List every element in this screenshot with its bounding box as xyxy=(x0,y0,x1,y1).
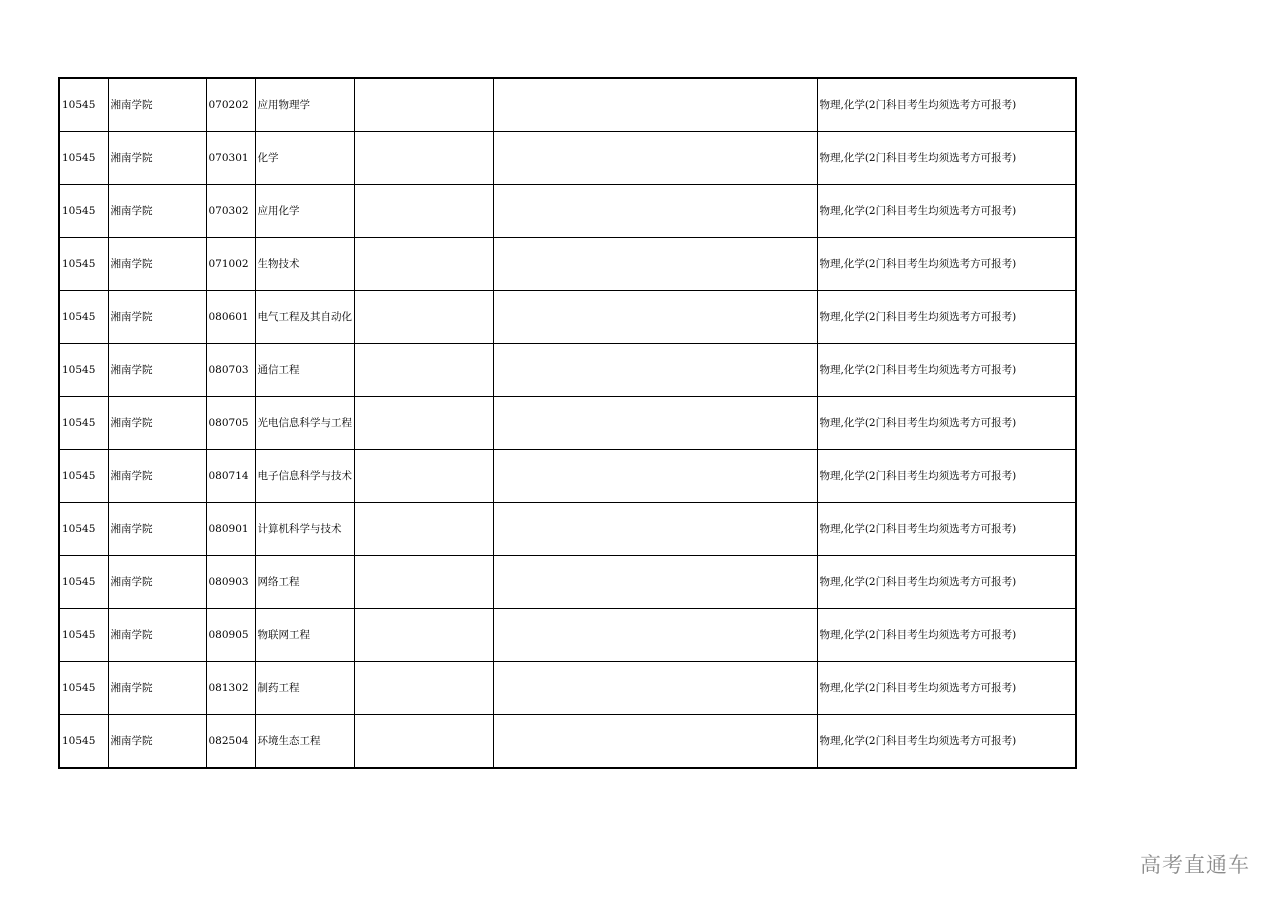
table-row xyxy=(59,715,1076,769)
major-name-cell: 生物技术 xyxy=(255,238,354,291)
blank-cell-2 xyxy=(493,344,817,397)
table-row xyxy=(59,238,1076,291)
school-name-cell: 湘南学院 xyxy=(108,238,206,291)
blank-cell-2 xyxy=(493,132,817,185)
subject-requirement-cell: 物理,化学(2门科目考生均须选考方可报考) xyxy=(817,503,1076,556)
school-name-cell: 湘南学院 xyxy=(108,78,206,132)
blank-cell-1 xyxy=(354,397,493,450)
blank-cell-1 xyxy=(354,450,493,503)
subject-requirement-cell: 物理,化学(2门科目考生均须选考方可报考) xyxy=(817,662,1076,715)
school-code-cell: 10545 xyxy=(59,132,108,185)
major-name-cell: 光电信息科学与工程 xyxy=(255,397,354,450)
school-name-cell: 湘南学院 xyxy=(108,715,206,769)
blank-cell-2 xyxy=(493,450,817,503)
subject-requirement-cell: 物理,化学(2门科目考生均须选考方可报考) xyxy=(817,609,1076,662)
table-row xyxy=(59,503,1076,556)
subject-requirement-cell: 物理,化学(2门科目考生均须选考方可报考) xyxy=(817,132,1076,185)
school-name-cell: 湘南学院 xyxy=(108,609,206,662)
admission-table-container xyxy=(58,77,1075,769)
subject-requirement-cell: 物理,化学(2门科目考生均须选考方可报考) xyxy=(817,450,1076,503)
school-name-cell: 湘南学院 xyxy=(108,132,206,185)
school-name-cell: 湘南学院 xyxy=(108,185,206,238)
watermark-text: 高考直通车 xyxy=(1140,853,1250,877)
major-name-cell: 网络工程 xyxy=(255,556,354,609)
school-code-cell: 10545 xyxy=(59,78,108,132)
school-code-cell: 10545 xyxy=(59,609,108,662)
table-row xyxy=(59,132,1076,185)
table-row xyxy=(59,344,1076,397)
major-name-cell: 电子信息科学与技术 xyxy=(255,450,354,503)
subject-requirement-cell: 物理,化学(2门科目考生均须选考方可报考) xyxy=(817,185,1076,238)
school-code-cell: 10545 xyxy=(59,503,108,556)
blank-cell-2 xyxy=(493,397,817,450)
major-code-cell: 080903 xyxy=(206,556,255,609)
blank-cell-1 xyxy=(354,185,493,238)
table-row xyxy=(59,78,1076,132)
blank-cell-2 xyxy=(493,662,817,715)
school-code-cell: 10545 xyxy=(59,556,108,609)
blank-cell-2 xyxy=(493,556,817,609)
blank-cell-2 xyxy=(493,238,817,291)
table-row xyxy=(59,185,1076,238)
blank-cell-2 xyxy=(493,291,817,344)
school-name-cell: 湘南学院 xyxy=(108,556,206,609)
blank-cell-1 xyxy=(354,291,493,344)
blank-cell-1 xyxy=(354,715,493,769)
subject-requirement-cell: 物理,化学(2门科目考生均须选考方可报考) xyxy=(817,397,1076,450)
major-code-cell: 080703 xyxy=(206,344,255,397)
major-code-cell: 070302 xyxy=(206,185,255,238)
school-code-cell: 10545 xyxy=(59,344,108,397)
school-code-cell: 10545 xyxy=(59,662,108,715)
major-code-cell: 071002 xyxy=(206,238,255,291)
major-code-cell: 080905 xyxy=(206,609,255,662)
school-code-cell: 10545 xyxy=(59,291,108,344)
school-name-cell: 湘南学院 xyxy=(108,291,206,344)
blank-cell-2 xyxy=(493,185,817,238)
major-name-cell: 环境生态工程 xyxy=(255,715,354,769)
major-code-cell: 080901 xyxy=(206,503,255,556)
major-code-cell: 080601 xyxy=(206,291,255,344)
major-name-cell: 通信工程 xyxy=(255,344,354,397)
blank-cell-1 xyxy=(354,662,493,715)
school-name-cell: 湘南学院 xyxy=(108,503,206,556)
blank-cell-1 xyxy=(354,78,493,132)
blank-cell-1 xyxy=(354,344,493,397)
table-row xyxy=(59,609,1076,662)
school-code-cell: 10545 xyxy=(59,450,108,503)
subject-requirement-cell: 物理,化学(2门科目考生均须选考方可报考) xyxy=(817,291,1076,344)
major-name-cell: 应用物理学 xyxy=(255,78,354,132)
table-row xyxy=(59,291,1076,344)
subject-requirement-cell: 物理,化学(2门科目考生均须选考方可报考) xyxy=(817,78,1076,132)
table-row xyxy=(59,450,1076,503)
table-row xyxy=(59,662,1076,715)
school-name-cell: 湘南学院 xyxy=(108,397,206,450)
blank-cell-1 xyxy=(354,556,493,609)
subject-requirement-cell: 物理,化学(2门科目考生均须选考方可报考) xyxy=(817,715,1076,769)
blank-cell-1 xyxy=(354,238,493,291)
blank-cell-2 xyxy=(493,715,817,769)
blank-cell-1 xyxy=(354,132,493,185)
blank-cell-1 xyxy=(354,609,493,662)
subject-requirement-cell: 物理,化学(2门科目考生均须选考方可报考) xyxy=(817,238,1076,291)
major-name-cell: 物联网工程 xyxy=(255,609,354,662)
major-name-cell: 计算机科学与技术 xyxy=(255,503,354,556)
school-code-cell: 10545 xyxy=(59,238,108,291)
subject-requirement-cell: 物理,化学(2门科目考生均须选考方可报考) xyxy=(817,344,1076,397)
major-name-cell: 化学 xyxy=(255,132,354,185)
major-code-cell: 081302 xyxy=(206,662,255,715)
major-code-cell: 070202 xyxy=(206,78,255,132)
major-code-cell: 080714 xyxy=(206,450,255,503)
major-name-cell: 应用化学 xyxy=(255,185,354,238)
school-name-cell: 湘南学院 xyxy=(108,662,206,715)
subject-requirement-cell: 物理,化学(2门科目考生均须选考方可报考) xyxy=(817,556,1076,609)
blank-cell-2 xyxy=(493,609,817,662)
table-body xyxy=(59,78,1076,768)
table-row xyxy=(59,397,1076,450)
school-name-cell: 湘南学院 xyxy=(108,450,206,503)
blank-cell-2 xyxy=(493,503,817,556)
admission-table xyxy=(58,77,1077,769)
school-code-cell: 10545 xyxy=(59,185,108,238)
table-row xyxy=(59,556,1076,609)
blank-cell-2 xyxy=(493,78,817,132)
blank-cell-1 xyxy=(354,503,493,556)
major-name-cell: 电气工程及其自动化 xyxy=(255,291,354,344)
major-code-cell: 080705 xyxy=(206,397,255,450)
school-code-cell: 10545 xyxy=(59,715,108,769)
major-code-cell: 082504 xyxy=(206,715,255,769)
school-code-cell: 10545 xyxy=(59,397,108,450)
major-name-cell: 制药工程 xyxy=(255,662,354,715)
school-name-cell: 湘南学院 xyxy=(108,344,206,397)
major-code-cell: 070301 xyxy=(206,132,255,185)
